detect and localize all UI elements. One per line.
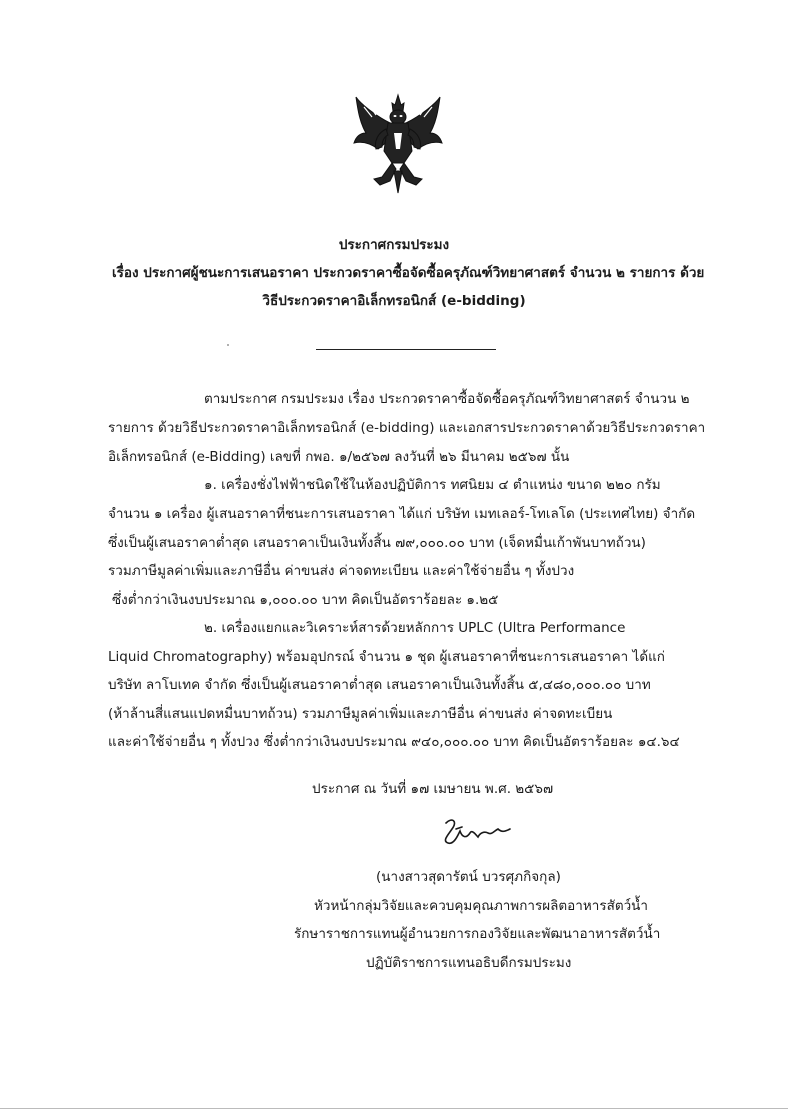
item1-line-1: ๑. เครื่องชั่งไฟฟ้าชนิดใช้ในห้องปฏิบัติการ ทศนิยม ๔ ตำแหน่ง ขนาด ๒๒๐ กรัม bbox=[204, 477, 661, 493]
intro-line-1: ตามประกาศ กรมประมง เรื่อง ประกวดราคาซื้อจัดซื้อครุภัณฑ์วิทยาศาสตร์ จำนวน ๒ bbox=[204, 391, 690, 407]
intro-line-3: อิเล็กทรอนิกส์ (e-Bidding) เลขที่ กพอ. ๑/๒๕๖๗ ลงวันที่ ๒๖ มีนาคม ๒๕๖๗ นั้น bbox=[108, 449, 570, 465]
signatory-name: (นางสาวสุดารัตน์ บวรศุภกิจกุล) bbox=[376, 869, 561, 885]
signature-mark bbox=[432, 815, 524, 849]
intro-line-2: รายการ ด้วยวิธีประกวดราคาอิเล็กทรอนิกส์ (e-bidding) และเอกสารประกวดราคาด้วยวิธีประกวดราคา bbox=[108, 420, 706, 436]
subject-line-1: เรื่อง ประกาศผู้ชนะการเสนอราคา ประกวดราคาซื้อจัดซื้อครุภัณฑ์วิทยาศาสตร์ จำนวน ๒ รายการ ด้วย bbox=[112, 265, 705, 281]
subject-line-2: วิธีประกวดราคาอิเล็กทรอนิกส์ (e-bidding) bbox=[262, 293, 526, 309]
stray-mark bbox=[227, 344, 229, 346]
item2-line-2: Liquid Chromatography) พร้อมอุปกรณ์ จำนวน ๑ ชุด ผู้เสนอราคาที่ชนะการเสนอราคา ได้แก่ bbox=[108, 649, 665, 665]
item2-line-1: ๒. เครื่องแยกและวิเคราะห์สารด้วยหลักการ UPLC (Ultra Performance bbox=[204, 620, 626, 636]
signatory-position-1: หัวหน้ากลุ่มวิจัยและควบคุมคุณภาพการผลิตอาหารสัตว์น้ำ bbox=[314, 898, 648, 914]
announcement-date: ประกาศ ณ วันที่ ๑๗ เมษายน พ.ศ. ๒๕๖๗ bbox=[312, 781, 554, 797]
item2-line-5: และค่าใช้จ่ายอื่น ๆ ทั้งปวง ซึ่งต่ำกว่าเงินงบประมาณ ๙๔๐,๐๐๐.๐๐ บาท คิดเป็นอัตราร้อยละ ๑๔.๖๔ bbox=[108, 734, 680, 750]
item1-line-5: ซึ่งต่ำกว่าเงินงบประมาณ ๑,๐๐๐.๐๐ บาท คิดเป็นอัตราร้อยละ ๑.๒๕ bbox=[112, 592, 499, 608]
item1-line-2: จำนวน ๑ เครื่อง ผู้เสนอราคาที่ชนะการเสนอราคา ได้แก่ บริษัท เมทเลอร์-โทเลโด (ประเทศไทย) จำกัด bbox=[108, 506, 696, 522]
garuda-emblem bbox=[352, 93, 444, 195]
signatory-position-3: ปฏิบัติราชการแทนอธิบดีกรมประมง bbox=[366, 955, 572, 971]
signatory-position-2: รักษาราชการแทนผู้อำนวยการกองวิจัยและพัฒนาอาหารสัตว์น้ำ bbox=[294, 926, 661, 942]
item1-line-4: รวมภาษีมูลค่าเพิ่มและภาษีอื่น ค่าขนส่ง ค่าจดทะเบียน และค่าใช้จ่ายอื่น ๆ ทั้งปวง bbox=[108, 563, 575, 579]
page-bottom-edge bbox=[0, 1108, 788, 1109]
item2-line-4: (ห้าล้านสี่แสนแปดหมื่นบาทถ้วน) รวมภาษีมูลค่าเพิ่มและภาษีอื่น ค่าขนส่ง ค่าจดทะเบียน bbox=[108, 706, 613, 722]
item1-line-3: ซึ่งเป็นผู้เสนอราคาต่ำสุด เสนอราคาเป็นเงินทั้งสิ้น ๗๙,๐๐๐.๐๐ บาท (เจ็ดหมื่นเก้าพันบาทถ้วน) bbox=[108, 535, 646, 551]
item2-line-3: บริษัท ลาโบเทค จำกัด ซึ่งเป็นผู้เสนอราคาต่ำสุด เสนอราคาเป็นเงินทั้งสิ้น ๕,๔๘๐,๐๐๐.๐๐ บาท bbox=[108, 677, 651, 693]
document-title: ประกาศกรมประมง bbox=[338, 237, 450, 253]
title-divider bbox=[316, 349, 496, 350]
